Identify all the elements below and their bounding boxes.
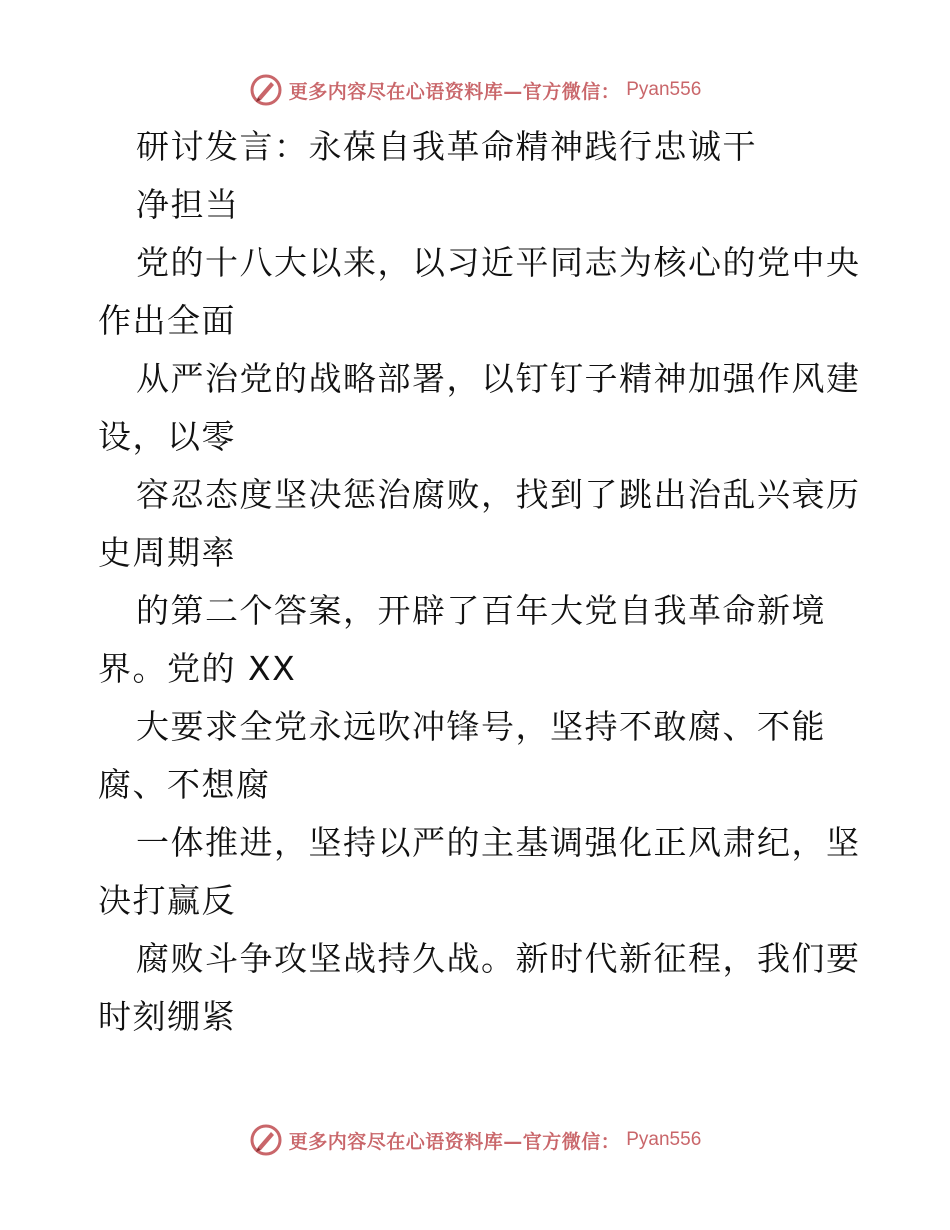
pen-logo-icon (249, 1123, 283, 1157)
text-line: 净担当 (136, 185, 240, 224)
text-line: 容忍态度坚决惩治腐败，找到了跳出治乱兴衰历 (136, 475, 861, 514)
header-banner (0, 70, 950, 110)
banner-wechat-id: Pyan556 (626, 1129, 702, 1150)
banner-text: 更多内容尽在心语资料库—官方微信： (288, 1130, 621, 1153)
text-line: 的第二个答案，开辟了百年大党自我革命新境 (136, 591, 826, 630)
text-line: 设，以零 (98, 417, 236, 456)
banner-text: 更多内容尽在心语资料库—官方微信： (288, 80, 621, 103)
text-line: 一体推进，坚持以严的主基调强化正风肃纪，坚 (136, 823, 861, 862)
text-line: 腐、不想腐 (98, 765, 271, 804)
text-line: 作出全面 (98, 301, 236, 340)
text-line: 党的十八大以来，以习近平同志为核心的党中央 (136, 243, 861, 282)
text-line: 时刻绷紧 (98, 997, 236, 1036)
text-line: 大要求全党永远吹冲锋号，坚持不敢腐、不能 (136, 707, 826, 746)
text-line: 史周期率 (98, 533, 236, 572)
footer-banner (0, 1120, 950, 1160)
banner-wechat-id: Pyan556 (626, 79, 702, 100)
pen-logo-icon (249, 73, 283, 107)
text-line: 从严治党的战略部署，以钉钉子精神加强作风建 (136, 359, 861, 398)
document-body (98, 118, 898, 1046)
text-line: 研讨发言：永葆自我革命精神践行忠诚干 (136, 127, 757, 166)
text-line: 腐败斗争攻坚战持久战。新时代新征程，我们要 (136, 939, 861, 978)
text-line: 决打赢反 (98, 881, 236, 920)
text-line: 界。党的 XX (98, 649, 297, 688)
